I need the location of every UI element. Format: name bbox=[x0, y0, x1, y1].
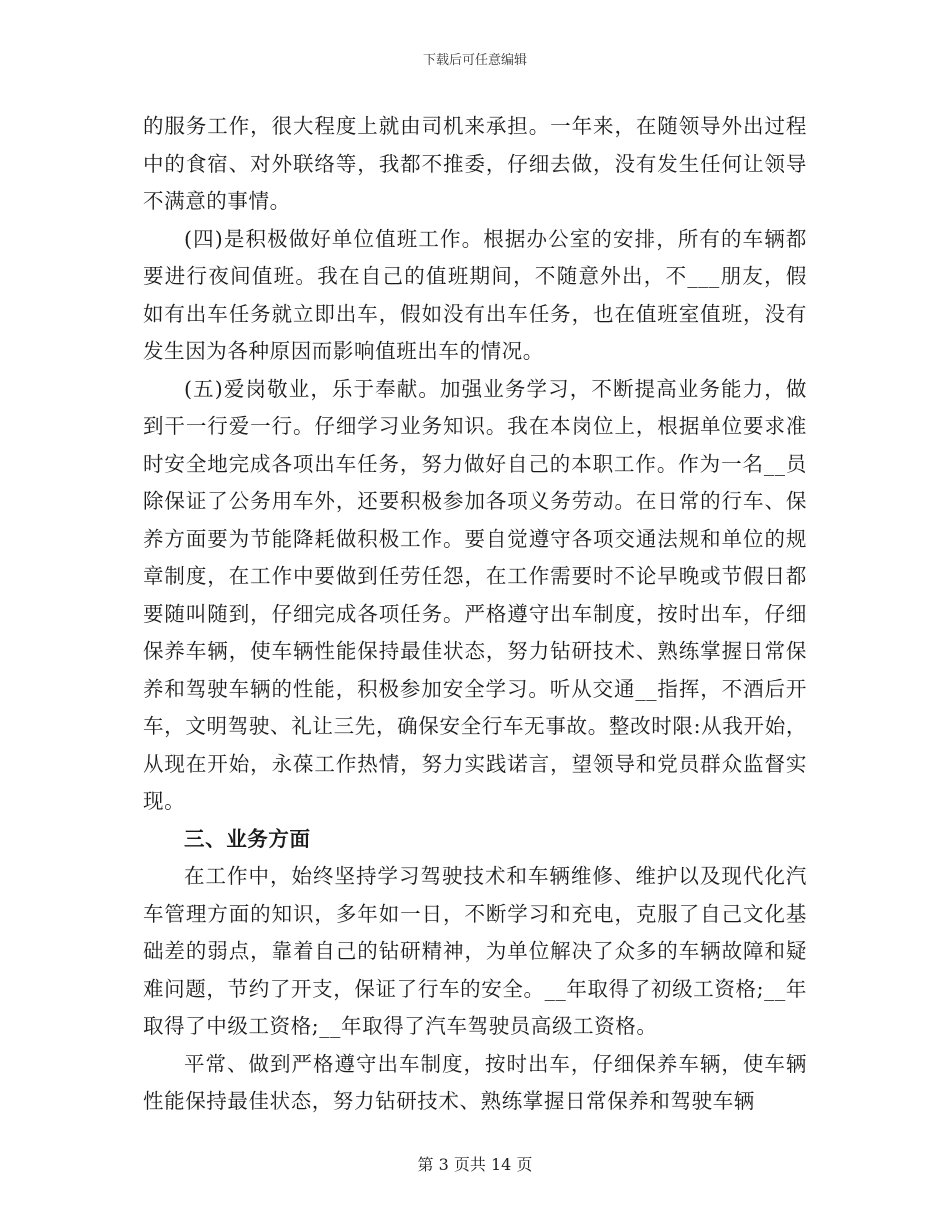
paragraph-duty-shift: (四)是积极做好单位值班工作。根据办公室的安排，所有的车辆都要进行夜间值班。我在自己的值班期间，不随意外出，不___朋友，假如有出车任务就立即出车，假如没有出车任务，也在值班室值班，没有发生因为各种原因而影响值班出车的情况。 bbox=[143, 226, 807, 363]
document-body bbox=[143, 108, 807, 1121]
paragraph-continuation: 的服务工作，很大程度上就由司机来承担。一年来，在随领导外出过程中的食宿、对外联络等，我都不推委，仔细去做，没有发生任何让领导不满意的事情。 bbox=[143, 114, 807, 213]
page-header: 下载后可任意编辑 bbox=[422, 53, 527, 68]
paragraph-business-learning: 在工作中，始终坚持学习驾驶技术和车辆维修、维护以及现代化汽车管理方面的知识，多年如一日，不断学习和充电，克服了自己文化基础差的弱点，靠着自己的钻研精神，为单位解决了众多的车辆故障和疑难问题，节约了开支，保证了行车的安全。__年取得了初级工资格;__年取得了中级工资格;__年取得了汽车驾驶员高级工资格。 bbox=[143, 864, 807, 1038]
section-heading-business: 三、业务方面 bbox=[184, 826, 311, 851]
page-number: 第 3 页共 14 页 bbox=[417, 1155, 533, 1174]
paragraph-routine: 平常、做到严格遵守出车制度，按时出车，仔细保养车辆，使车辆性能保持最佳状态，努力钻研技术、熟练掌握日常保养和驾驶车辆 bbox=[143, 1051, 807, 1113]
paragraph-dedication: (五)爱岗敬业，乐于奉献。加强业务学习，不断提高业务能力，做到干一行爱一行。仔细学习业务知识。我在本岗位上，根据单位要求准时安全地完成各项出车任务，努力做好自己的本职工作。作为一名__员除保证了公务用车外，还要积极参加各项义务劳动。在日常的行车、保养方面要为节能降耗做积极工作。要自觉遵守各项交通法规和单位的规章制度，在工作中要做到任劳任怨，在工作需要时不论早晚或节假日都要随叫随到，仔细完成各项任务。严格遵守出车制度，按时出车，仔细保养车辆，使车辆性能保持最佳状态，努力钻研技术、熟练掌握日常保养和驾驶车辆的性能，积极参加安全学习。听从交通__指挥，不酒后开车，文明驾驶、礼让三先，确保安全行车无事故。整改时限:从我开始，从现在开始，永葆工作热情，努力实践诺言，望领导和党员群众监督实现。 bbox=[143, 376, 807, 813]
